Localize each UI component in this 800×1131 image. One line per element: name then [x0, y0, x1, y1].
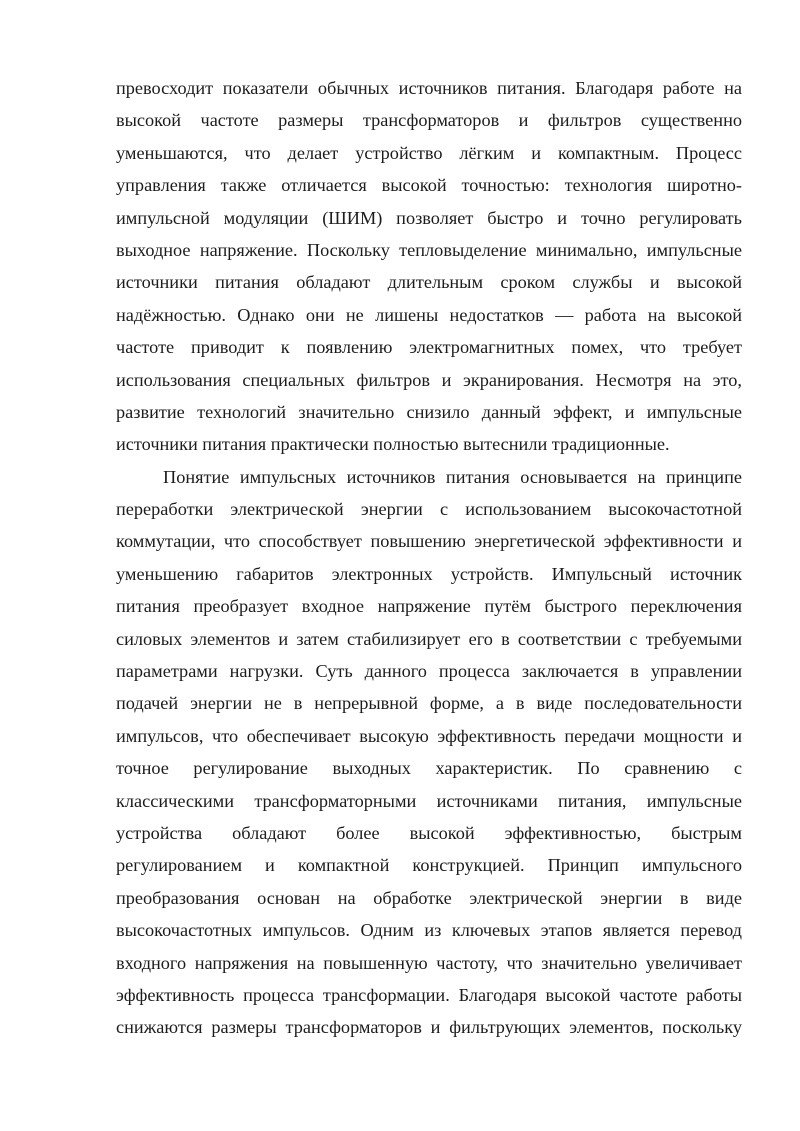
- text-line: использования специальных фильтров и экранирования. Несмотря на это,: [116, 369, 742, 390]
- text-line: уменьшаются, что делает устройство лёгким и компактным. Процесс: [116, 142, 742, 163]
- text-line: устройства обладают более высокой эффективностью, быстрым: [116, 822, 742, 843]
- paragraph-continuation: [116, 72, 742, 461]
- text-line: подачей энергии не в непрерывной форме, а в виде последовательности: [116, 693, 742, 714]
- text-line: частоте приводит к появлению электромагнитных помех, что требует: [116, 337, 742, 358]
- text-line: питания преобразует входное напряжение путём быстрого переключения: [116, 596, 742, 617]
- text-line: источники питания обладают длительным сроком службы и высокой: [116, 272, 742, 293]
- text-line: регулированием и компактной конструкцией. Принцип импульсного: [116, 855, 742, 876]
- text-line: преобразования основан на обработке электрической энергии в виде: [116, 887, 742, 908]
- text-line: входного напряжения на повышенную частоту, что значительно увеличивает: [116, 952, 742, 973]
- text-line: уменьшению габаритов электронных устройств. Импульсный источник: [116, 563, 742, 584]
- text-line: превосходит показатели обычных источников питания. Благодаря работе на: [116, 78, 742, 98]
- text-line: переработки электрической энергии с использованием высокочастотной: [116, 499, 742, 520]
- text-line: развитие технологий значительно снизило данный эффект, и импульсные: [116, 401, 742, 422]
- text-line: импульсов, что обеспечивает высокую эффективность передачи мощности и: [116, 725, 742, 746]
- text-line: Понятие импульсных источников питания основывается на принципе: [163, 466, 742, 487]
- text-line: снижаются размеры трансформаторов и фильтрующих элементов, поскольку: [116, 1017, 742, 1038]
- document-page: [116, 72, 742, 1044]
- text-line: классическими трансформаторными источниками питания, импульсные: [116, 790, 742, 811]
- text-line: надёжностью. Однако они не лишены недостатков — работа на высокой: [116, 304, 742, 325]
- text-line: управления также отличается высокой точностью: технология широтно-: [116, 175, 742, 196]
- text-line: точное регулирование выходных характеристик. По сравнению с: [116, 758, 742, 779]
- text-line: выходное напряжение. Поскольку тепловыделение минимально, импульсные: [116, 239, 742, 260]
- text-line: эффективность процесса трансформации. Благодаря высокой частоте работы: [116, 984, 742, 1005]
- text-line: коммутации, что способствует повышению энергетической эффективности и: [116, 531, 742, 552]
- text-line: силовых элементов и затем стабилизирует его в соответствии с требуемыми: [116, 628, 742, 649]
- text-line: импульсной модуляции (ШИМ) позволяет быстро и точно регулировать: [116, 207, 742, 228]
- text-line: параметрами нагрузки. Суть данного процесса заключается в управлении: [116, 661, 742, 682]
- text-line: высокочастотных импульсов. Одним из ключевых этапов является перевод: [116, 920, 742, 941]
- text-line: источники питания практически полностью вытеснили традиционные.: [116, 434, 670, 455]
- paragraph-switching-power-concept: [116, 461, 742, 1044]
- text-line: высокой частоте размеры трансформаторов и фильтров существенно: [116, 110, 742, 131]
